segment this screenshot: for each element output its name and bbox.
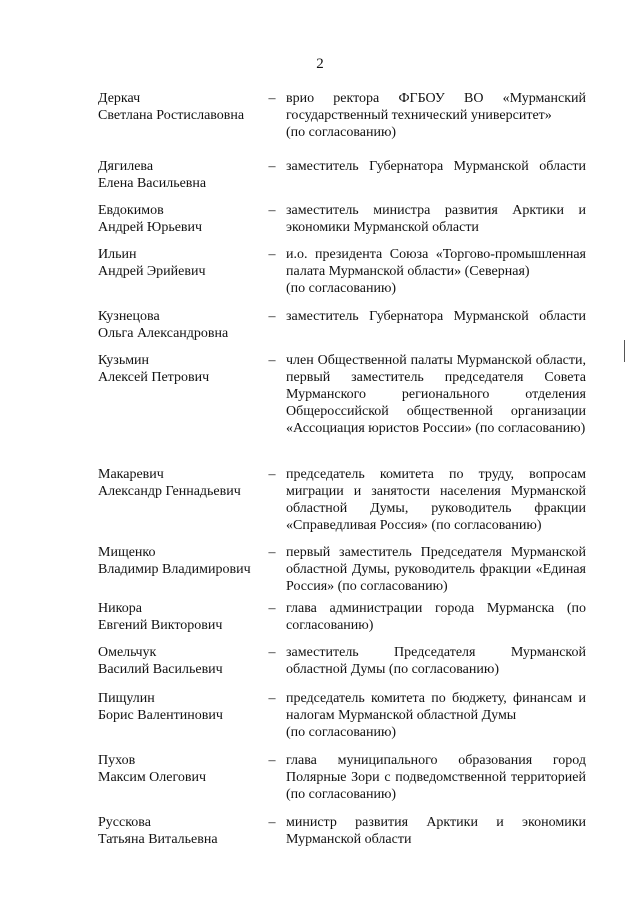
member-given-names: Светлана Ростиславовна xyxy=(98,108,245,123)
member-role: заместитель Губернатора Мурманской области xyxy=(286,309,586,324)
member-given-names: Андрей Эрийевич xyxy=(98,264,206,279)
member-name xyxy=(98,246,268,280)
member-surname: Кузьмин xyxy=(98,353,150,368)
member-role: заместитель министра развития Арктики и экономики Мурманской области xyxy=(286,203,586,235)
member-role: глава муниципального образования город Полярные Зори с подведомственной территорией (по согласованию) xyxy=(286,753,586,802)
member-name xyxy=(98,308,268,342)
list-item xyxy=(0,158,640,202)
member-role: министр развития Арктики и экономики Мурманской области xyxy=(286,815,586,847)
member-given-names: Василий Васильевич xyxy=(98,662,223,677)
dash: – xyxy=(268,353,276,368)
dash: – xyxy=(268,545,276,560)
member-surname: Никора xyxy=(98,601,142,616)
member-surname: Пухов xyxy=(98,753,136,768)
dash: – xyxy=(268,645,276,660)
list-item xyxy=(0,814,640,854)
member-surname: Дягилева xyxy=(98,159,154,174)
list-item xyxy=(0,352,640,466)
member-name xyxy=(98,202,268,236)
member-name xyxy=(98,544,268,578)
list-item xyxy=(0,690,640,752)
member-given-names: Алексей Петрович xyxy=(98,370,210,385)
member-role: глава администрации города Мурманска (по согласованию) xyxy=(286,601,586,633)
member-surname: Мищенко xyxy=(98,545,156,560)
member-role: председатель комитета по труду, вопросам миграции и занятости населения Мурманской областной Думы, руководитель фракции «Справедливая Россия» (по согласованию) xyxy=(286,467,586,533)
dash: – xyxy=(268,247,276,262)
dash: – xyxy=(268,203,276,218)
member-name xyxy=(98,90,268,124)
list-item xyxy=(0,202,640,246)
dash: – xyxy=(268,159,276,174)
member-surname: Макаревич xyxy=(98,467,164,482)
list-item xyxy=(0,466,640,544)
member-surname: Евдокимов xyxy=(98,203,164,218)
list-item xyxy=(0,644,640,690)
scan-edge-mark xyxy=(624,340,625,362)
member-given-names: Владимир Владимирович xyxy=(98,562,251,577)
member-surname: Кузнецова xyxy=(98,309,160,324)
list-item xyxy=(0,752,640,814)
member-name xyxy=(98,466,268,500)
list-item xyxy=(0,308,640,352)
list-item xyxy=(0,600,640,644)
member-role: врио ректора ФГБОУ ВО «Мурманский государственный технический университет» (по согласованию) xyxy=(286,91,586,140)
dash: – xyxy=(268,467,276,482)
member-given-names: Ольга Александровна xyxy=(98,326,229,341)
dash: – xyxy=(268,753,276,768)
list-item xyxy=(0,246,640,308)
dash: – xyxy=(268,691,276,706)
member-surname: Пищулин xyxy=(98,691,155,706)
member-name xyxy=(98,352,268,386)
member-name xyxy=(98,690,268,724)
member-role: первый заместитель Председателя Мурманской областной Думы, руководитель фракции «Единая Россия» (по согласованию) xyxy=(286,545,586,594)
member-name xyxy=(98,644,268,678)
member-given-names: Елена Васильевна xyxy=(98,176,207,191)
member-list xyxy=(0,90,640,854)
list-item xyxy=(0,544,640,600)
member-given-names: Александр Геннадьевич xyxy=(98,484,241,499)
member-surname: Деркач xyxy=(98,91,141,106)
member-name xyxy=(98,814,268,848)
page-number: 2 xyxy=(316,56,324,72)
member-name xyxy=(98,600,268,634)
dash: – xyxy=(268,601,276,616)
member-role: член Общественной палаты Мурманской области, первый заместитель председателя Совета Мурманского регионального отделения Общероссийской общественной организации «Ассоциация юристов России» (по согласованию) xyxy=(286,353,586,436)
member-given-names: Борис Валентинович xyxy=(98,708,223,723)
member-given-names: Андрей Юрьевич xyxy=(98,220,203,235)
member-name xyxy=(98,158,268,192)
member-role: и.о. президента Союза «Торгово-промышленная палата Мурманской области» (Северная) (по согласованию) xyxy=(286,247,586,296)
list-item xyxy=(0,90,640,158)
member-given-names: Максим Олегович xyxy=(98,770,207,785)
member-role: заместитель Губернатора Мурманской области xyxy=(286,159,586,174)
dash: – xyxy=(268,309,276,324)
member-given-names: Татьяна Витальевна xyxy=(98,832,218,847)
member-role: председатель комитета по бюджету, финансам и налогам Мурманской областной Думы (по согласованию) xyxy=(286,691,586,740)
member-surname: Русскова xyxy=(98,815,151,830)
dash: – xyxy=(268,815,276,830)
member-name xyxy=(98,752,268,786)
member-surname: Омельчук xyxy=(98,645,157,660)
member-surname: Ильин xyxy=(98,247,137,262)
dash: – xyxy=(268,91,276,106)
member-given-names: Евгений Викторович xyxy=(98,618,223,633)
member-role: заместитель Председателя Мурманской областной Думы (по согласованию) xyxy=(286,645,586,677)
